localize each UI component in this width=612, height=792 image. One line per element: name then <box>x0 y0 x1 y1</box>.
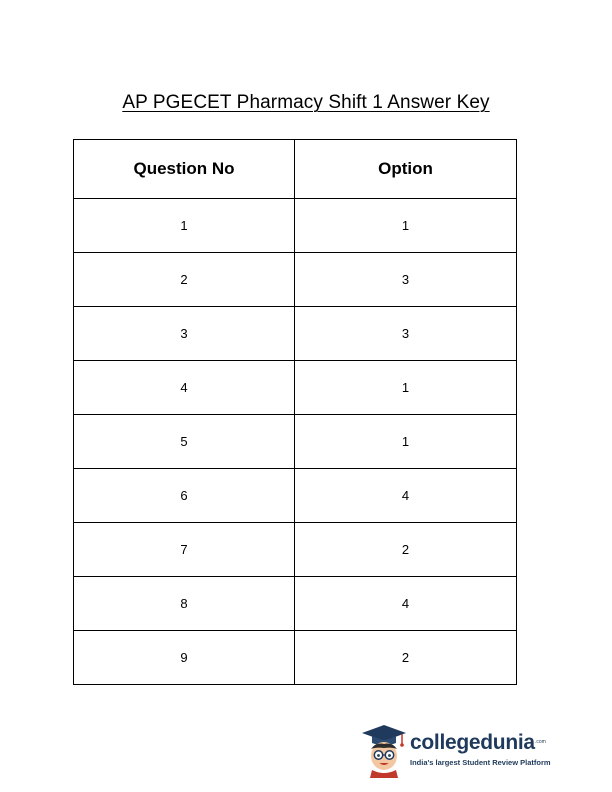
table-row <box>74 415 517 469</box>
collegedunia-logo <box>360 722 560 778</box>
question-number-cell: 9 <box>74 631 295 685</box>
table-row <box>74 577 517 631</box>
option-cell: 1 <box>295 415 517 469</box>
question-number-cell: 8 <box>74 577 295 631</box>
question-number-cell: 5 <box>74 415 295 469</box>
table-header-row <box>74 140 517 199</box>
question-number-cell: 1 <box>74 199 295 253</box>
table-row <box>74 199 517 253</box>
table-row <box>74 523 517 577</box>
brand-domain-suffix: .com <box>535 739 546 745</box>
table-row <box>74 631 517 685</box>
option-cell: 2 <box>295 631 517 685</box>
question-no-header: Question No <box>74 140 295 199</box>
table-row <box>74 361 517 415</box>
option-cell: 2 <box>295 523 517 577</box>
question-number-cell: 3 <box>74 307 295 361</box>
option-header: Option <box>295 140 517 199</box>
student-mascot-icon <box>360 722 408 778</box>
option-cell: 4 <box>295 469 517 523</box>
table-row <box>74 469 517 523</box>
option-cell: 3 <box>295 307 517 361</box>
question-number-cell: 7 <box>74 523 295 577</box>
option-cell: 3 <box>295 253 517 307</box>
question-number-cell: 2 <box>74 253 295 307</box>
answer-key-table <box>73 139 517 685</box>
option-cell: 1 <box>295 361 517 415</box>
table-row <box>74 307 517 361</box>
table-row <box>74 253 517 307</box>
option-cell: 4 <box>295 577 517 631</box>
brand-tagline: India's largest Student Review Platform <box>410 758 551 767</box>
question-number-cell: 4 <box>74 361 295 415</box>
page-title: AP PGECET Pharmacy Shift 1 Answer Key <box>122 92 490 113</box>
option-cell: 1 <box>295 199 517 253</box>
question-number-cell: 6 <box>74 469 295 523</box>
brand-name: collegedunia <box>410 731 535 754</box>
